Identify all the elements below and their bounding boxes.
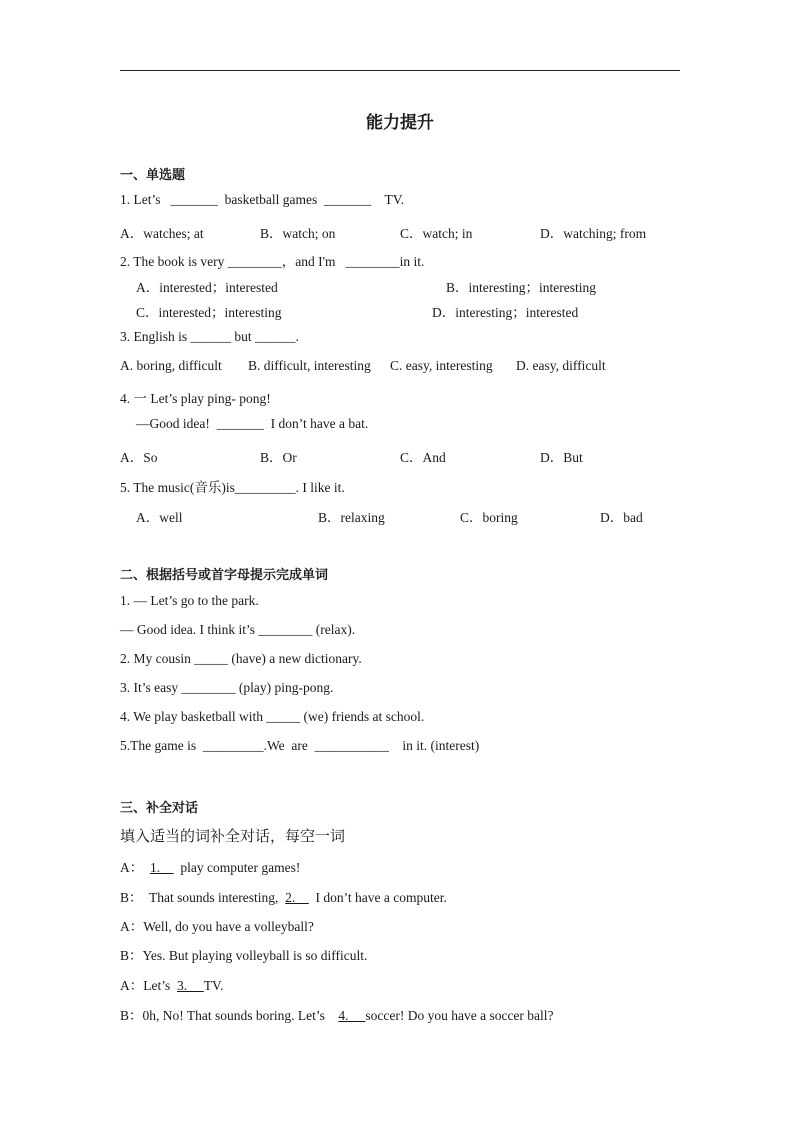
dialogue-text: soccer! Do you have a soccer ball?	[365, 1008, 554, 1023]
question-1-stem: 1. Let’s _______ basketball games _______ TV.	[120, 192, 405, 207]
part2-line-3: 2. My cousin _____ (have) a new dictionary.	[120, 651, 362, 666]
q1-option-b: B．watch; on	[260, 226, 336, 241]
dialogue-text: I don’t have a computer.	[308, 890, 447, 905]
part2-line-2: — Good idea. I think it’s ________ (relax).	[120, 622, 356, 637]
section-heading-dialogue: 三、补全对话	[120, 801, 199, 816]
dialogue-text: B： That sounds interesting,	[120, 890, 286, 905]
question-3-stem: 3. English is ______ but ______.	[120, 329, 299, 344]
q4-option-b: B．Or	[260, 450, 297, 465]
part2-line-4: 3. It’s easy ________ (play) ping-pong.	[120, 680, 334, 695]
blank-1: 1.	[150, 860, 174, 875]
part2-line-6: 5.The game is _________.We are ___________ in it. (interest)	[120, 738, 480, 753]
dialogue-text: B：0h, No! That sounds boring. Let’s	[120, 1008, 339, 1023]
q3-option-d: D. easy, difficult	[516, 358, 606, 373]
dialogue-line-4: B：Yes. But playing volleyball is so difficult.	[120, 948, 368, 963]
dialogue-text: play computer games!	[173, 860, 301, 875]
q5-option-c: C．boring	[460, 510, 518, 525]
question-4-stem: 4. 一 Let’s play ping- pong!	[120, 391, 271, 406]
section-heading-single-choice: 一、单选题	[120, 168, 186, 183]
q4-option-c: C．And	[400, 450, 446, 465]
dialogue-text: A：Let’s	[120, 978, 177, 993]
q2-option-a: A．interested；interested	[136, 280, 278, 295]
dialogue-instruction: 填入适当的词补全对话，每空一词	[120, 827, 346, 845]
q4-option-a: A．So	[120, 450, 158, 465]
q5-option-b: B．relaxing	[318, 510, 385, 525]
q2-option-d: D．interesting；interested	[432, 305, 579, 320]
dialogue-line-5	[120, 974, 223, 994]
q2-option-b: B．interesting；interesting	[446, 280, 596, 295]
q1-option-a: A．watches; at	[120, 226, 204, 241]
dialogue-line-1	[120, 856, 300, 876]
q1-option-d: D．watching; from	[540, 226, 647, 241]
q4-option-d: D．But	[540, 450, 583, 465]
blank-3: 3.	[177, 978, 204, 993]
part2-line-5: 4. We play basketball with _____ (we) friends at school.	[120, 709, 425, 724]
blank-4: 4.	[338, 1008, 366, 1023]
speaker-a-label: A：	[120, 860, 150, 875]
question-4-reply: —Good idea! _______ I don’t have a bat.	[136, 416, 369, 431]
dialogue-line-3: A：Well, do you have a volleyball?	[120, 919, 314, 934]
question-5-stem: 5. The music(音乐)is_________. I like it.	[120, 480, 345, 495]
q2-option-c: C．interested；interesting	[136, 305, 282, 320]
dialogue-text: TV.	[203, 978, 224, 993]
header-rule	[120, 70, 680, 71]
q1-option-c: C．watch; in	[400, 226, 473, 241]
q5-option-a: A．well	[136, 510, 183, 525]
q3-option-a: A. boring, difficult	[120, 358, 222, 373]
q3-option-c: C. easy, interesting	[390, 358, 493, 373]
dialogue-line-2	[120, 886, 447, 906]
q5-option-d: D．bad	[600, 510, 643, 525]
part2-line-1: 1. — Let’s go to the park.	[120, 593, 259, 608]
blank-2: 2.	[285, 890, 309, 905]
page-title: 能力提升	[366, 113, 434, 133]
question-2-stem: 2. The book is very ________，and I'm ________in it.	[120, 254, 425, 269]
dialogue-line-6	[120, 1004, 554, 1024]
section-heading-word-completion: 二、根据括号或首字母提示完成单词	[120, 568, 329, 583]
q3-option-b: B. difficult, interesting	[248, 358, 371, 373]
